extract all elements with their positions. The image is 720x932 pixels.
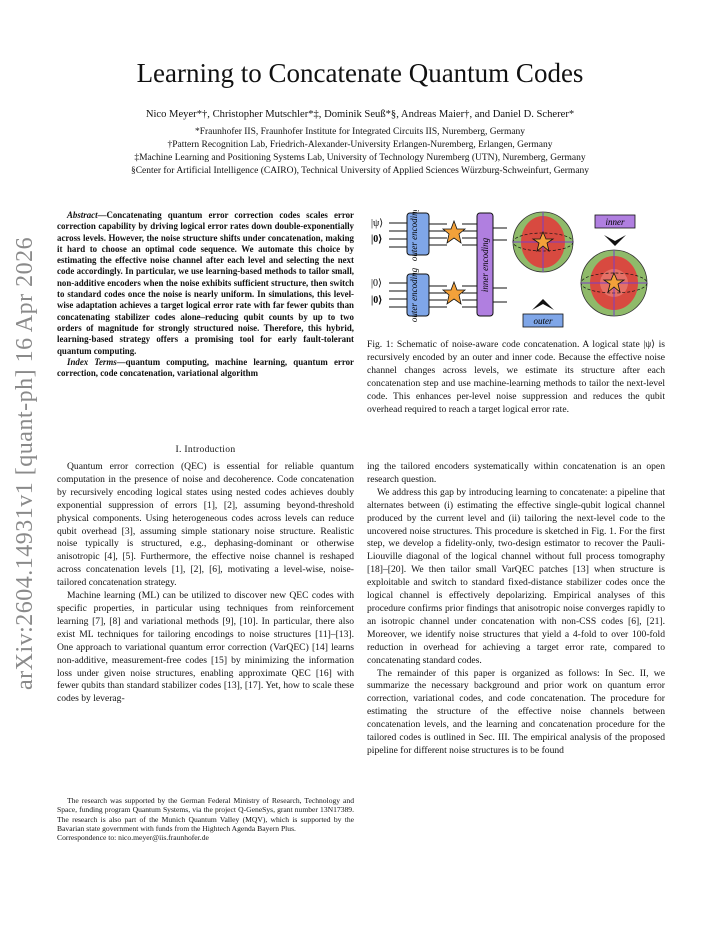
ket-psi-top: |ψ⟩ — [371, 218, 384, 229]
abstract-text: —Concatenating quantum error correction codes scales error correction capability by driving logical error rates down double-exponentially across levels. However, the noise structure shifts under concatenation, making it hard to choose an optimal code sequence. We automate this choice by estimating the effective noise channel after each level and selecting the next code accordingly. In particular, we use learning-based methods to tailor small, non-additive encoders when the noise exhibits sufficient structure, then switch to standard codes once the noise is nearly uniform. In simulations, this level-wise adaptation achieves a target logical error rate with far fewer qubits than concatenating stabilizer codes alone–reducing qubit counts by up to two orders of magnitude for strongly structured noise. Therefore, this hybrid, learning-based strategy offers a promising tool for early fault-tolerant quantum computing. — [57, 210, 354, 356]
affiliation-4: §Center for Artificial Intelligence (CAIRO), Technical University of Applied Sciences Würzburg-Schweinfurt, Germany — [130, 166, 590, 176]
paper-title: Learning to Concatenate Quantum Codes — [136, 58, 584, 88]
ket-zero: |0⟩ — [371, 278, 382, 289]
caption-text: Schematic of noise-aware code concatenation. A logical state |ψ⟩ is recursively encoded by an outer and inner code. Because the effective noise channel changes across levels, we estimate its structure after each concatenation step and use machine-learning methods to tailor the next-level code. This enhances per-level noise suppression and reduces the qubit overhead required to reach a target logical error rate. — [367, 339, 665, 415]
left-column-body — [57, 461, 354, 706]
figure-caption — [367, 339, 665, 416]
index-terms-label: Index Terms — [67, 356, 117, 367]
figure-1-diagram — [367, 210, 665, 340]
outer-label: outer — [533, 316, 553, 326]
section-heading: I. Introduction — [175, 444, 236, 455]
noise-star-icon — [443, 282, 465, 304]
affiliation-1: *Fraunhofer IIS, Fraunhofer Institute for Integrated Circuits IIS, Nuremberg, Germany — [194, 127, 526, 137]
footnote — [57, 796, 354, 842]
abstract-label: Abstract — [67, 210, 98, 220]
chevron-up-icon — [532, 299, 554, 310]
body-paragraph: Machine learning (ML) can be utilized to discover new QEC codes with specific properties, in particular using techniques from reinforcement learning [7], [8] and variational methods [9], [10]. In particular, there also exist ML techniques for tailoring encodings to noise structures [11]–[13]. One approach to variational quantum error correction (VarQEC) [14] learns non-additive, measurement-free codes [15] by minimizing the information loss under given noise structures, enabling approximate QEC [16] with fewer qubits than standard stabilizer codes [13], [17]. Yet, how to scale these codes by leverag- — [57, 590, 354, 705]
body-paragraph: We address this gap by introducing learning to concatenate: a pipeline that alternates between (i) estimating the effective single-qubit logical channel produced by the current level and (ii) tailoring the next-level code to the uncovered noise structures. This procedure is sketched in Fig. 1. For the first step, we develop a fidelity-only, two-design estimator to recover the Pauli-Liouville diagonal of the logical channel without full process tomography [18]–[20]. We then tailor small VarQEC patches [13] when structure is exploitable and switch to standard fixed-distance stabilizer codes once the logical channel is effectively depolarizing. Empirical analyses of this procedure confirms prior findings that anisotropic noise converges rapidly to an isotropic channel under concatenation with non-CSS codes [6], [21]. Moreover, we identify noise structures that yield a 4-fold to over 100-fold reduction in overhead for achieving a target error rate, compared to concatenating standard codes. — [367, 486, 665, 666]
correspondence-note: Correspondence to: nico.meyer@iis.fraunhofer.de — [57, 833, 209, 843]
chevron-down-icon — [604, 235, 626, 246]
index-terms-text: —quantum computing, machine learning, quantum error correction, code concatenation, variational algorithm — [57, 356, 354, 379]
bloch-sphere-right — [581, 250, 647, 316]
ket-zero: |0⟩ — [371, 295, 383, 306]
caption-label: Fig. 1: — [367, 339, 394, 350]
body-paragraph: Quantum error correction (QEC) is essential for reliable quantum computation in the presence of noise and decoherence. Code concatenation by recursively encoding logical states using nested codes achieves doubly exponential suppression of errors [1], [2], assuming beyond-threshold physical components. Using heterogeneous codes across levels can reduce qubit overhead [3], assuming simple stationary noise structure. Realistic noise typically is structured, e.g., dephasing-dominant or otherwise anisotropic [4], [5]. Furthermore, the effective noise channel is reshaped across concatenation levels [1], [2], [6], motivating a level-wise, noise-tailored concatenation strategy. — [57, 461, 354, 589]
body-paragraph: ing the tailored encoders systematically within concatenation is an open research question. — [367, 461, 665, 485]
right-column-body — [367, 461, 665, 758]
outer-encoding-label: outer encoding — [409, 210, 419, 262]
affiliation-2: †Pattern Recognition Lab, Friedrich-Alexander-University Erlangen-Nuremberg, Erlangen, Germany — [167, 140, 553, 150]
body-paragraph: The remainder of this paper is organized as follows: In Sec. II, we summarize the necessary background and prior work on quantum error correction, variational codes, and code concatenation. The procedure for estimating the structure of the effective noise channels between concatenation levels, and the learning and concatenation procedure for the tailored codes is outlined in Sec. III. The empirical analysis of the proposed pipeline for different noise structures is to be found — [367, 667, 665, 756]
funding-note: The research was supported by the German Federal Ministry of Research, Technology and Space, funding program Quantum Systems, via the project Q-GeneSys, grant number 13N17389. The research is also part of the Munich Quantum Valley (MQV), which is supported by the Bavarian state government with funds from the Hightech Agenda Bayern Plus. — [57, 796, 354, 833]
bloch-sphere-left — [513, 212, 573, 272]
arxiv-identifier: arXiv:2604.14931v1 [quant-ph] 16 Apr 2026 — [12, 236, 38, 690]
ket-zero: |0⟩ — [371, 234, 383, 245]
figure-1 — [367, 210, 665, 340]
author-list: Nico Meyer*†, Christopher Mutschler*‡, Dominik Seuß*§, Andreas Maier†, and Daniel D. Scherer* — [145, 109, 575, 120]
outer-encoding-label: outer encoding — [409, 267, 419, 323]
inner-label: inner — [605, 217, 625, 227]
affiliation-3: ‡Machine Learning and Positioning Systems Lab, University of Technology Nuremberg (UTN), Nuremberg, Germany — [134, 153, 586, 163]
abstract — [57, 210, 354, 379]
inner-encoding-label: inner encoding — [480, 237, 490, 293]
